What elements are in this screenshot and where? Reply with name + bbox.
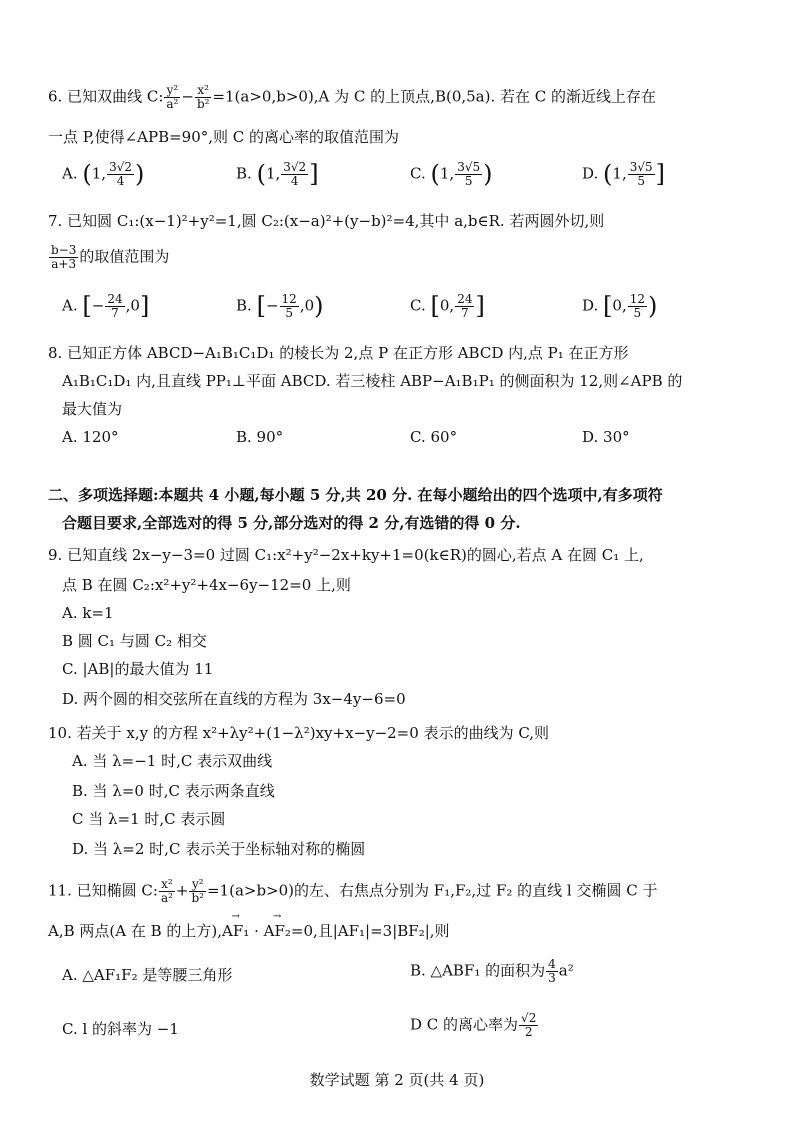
q6-option-d: D. (1, $\frac{3√5}{5}$ ] xyxy=(582,159,666,188)
q9-option-d: D. 两个圆的相交弦所在直线的方程为 3x−4y−6=0 xyxy=(62,690,406,708)
q8-option-d: D. 30° xyxy=(582,428,630,446)
q7-option-a: A. [− $\frac{24}{7}$ ,0] xyxy=(62,291,150,320)
q10-option-c: C 当 λ=1 时,C 表示圆 xyxy=(72,810,226,828)
q8-option-c: C. 60° xyxy=(410,428,458,446)
q11-line2: A,B 两点(A 在 B 的上方),→ AF₁ · → AF₂=0,且|AF₁|=3|BF₂|,则 xyxy=(48,922,450,940)
q6-line2: 一点 P,使得∠APB=90°,则 C 的离心率的取值范围为 xyxy=(48,128,400,146)
q8-option-a: A. 120° xyxy=(62,428,119,446)
q9-option-c: C. |AB|的最大值为 11 xyxy=(62,660,214,678)
q9-option-b: B 圆 C₁ 与圆 C₂ 相交 xyxy=(62,632,207,650)
q6-option-b: B. (1, $\frac{3√2}{4}$ ] xyxy=(236,159,319,188)
q8-line3: 最大值为 xyxy=(62,400,123,418)
page-footer: 数学试题 第 2 页(共 4 页) xyxy=(309,1071,485,1089)
q11-fraction-y2-b2: $\frac{\text{y²}}{\text{b²}}$ xyxy=(191,877,204,906)
q7-line1: 7. 已知圆 C₁:(x−1)²+y²=1,圆 C₂:(x−a)²+(y−b)²=4,其中 a,b∈R. 若两圆外切,则 xyxy=(48,212,605,230)
q6-option-a: A. (1, $\frac{3√2}{4}$ ) xyxy=(62,159,145,188)
q10-option-d: D. 当 λ=2 时,C 表示关于坐标轴对称的椭圆 xyxy=(72,840,366,858)
q7-option-d: D. [0, $\frac{12}{5}$ ) xyxy=(582,291,658,320)
q6-text-b: =1(a>0,b>0),A 为 C 的上顶点,B(0,5a). 若在 C 的渐近线上存在 xyxy=(212,87,657,106)
section2-heading-line1: 二、多项选择题:本题共 4 小题,每小题 5 分,共 20 分. 在每小题给出的四个选项中,有多项符 xyxy=(48,486,663,504)
section2-heading-line2: 合题目要求,全部选对的得 5 分,部分选对的得 2 分,有选错的得 0 分. xyxy=(62,514,521,532)
q7-option-c: C. [0, $\frac{24}{7}$ ] xyxy=(410,291,485,320)
vector-af2: → AF₂ xyxy=(264,922,291,940)
q11-option-c: C. l 的斜率为 −1 xyxy=(62,1020,179,1038)
q9-option-a: A. k=1 xyxy=(62,604,114,622)
q10-line1: 10. 若关于 x,y 的方程 x²+λy²+(1−λ²)xy+x−y−2=0 表示的曲线为 C,则 xyxy=(48,724,550,742)
q7-fraction: $\frac{b-3}{a+3}$ xyxy=(51,243,77,272)
q6-option-c: C. (1, $\frac{3√5}{5}$ ) xyxy=(410,159,493,188)
q11-option-d: D C 的离心率为 $\frac{√2}{2}$ xyxy=(410,1011,537,1040)
q8-option-b: B. 90° xyxy=(236,428,284,446)
q9-line2: 点 B 在圆 C₂:x²+y²+4x−6y−12=0 上,则 xyxy=(62,576,351,594)
q10-option-a: A. 当 λ=−1 时,C 表示双曲线 xyxy=(72,752,273,770)
q6-fraction-y2-a2: $\frac{\text{y²}}{\text{a²}}$ xyxy=(166,83,179,112)
q8-line2: A₁B₁C₁D₁ 内,且直线 PP₁⊥平面 ABCD. 若三棱柱 ABP−A₁B₁P₁ 的侧面积为 12,则∠APB 的 xyxy=(62,372,683,390)
q11-fraction-x2-a2: $\frac{\text{x²}}{\text{a²}}$ xyxy=(160,877,173,906)
q11-option-b: B. △ABF₁ 的面积为 $\frac{4}{3}$ a² xyxy=(410,957,574,986)
q10-option-b: B. 当 λ=0 时,C 表示两条直线 xyxy=(72,782,275,800)
q6-fraction-x2-b2: $\frac{\text{x²}}{\text{b²}}$ xyxy=(196,83,210,112)
q9-line1: 9. 已知直线 2x−y−3=0 过圆 C₁:x²+y²−2x+ky+1=0(k∈R)的圆心,若点 A 在圆 C₁ 上, xyxy=(48,546,644,564)
q11-line1: 11. 已知椭圆 C: $\frac{\text{x²}}{\text{a²}}$ + $\frac{\text{y²}}{\text{b²}}$ =1(a>b>0)的左、右焦点分别为 F₁,F₂,过 F₂ 的直线 l 交椭圆 C 于 xyxy=(48,877,658,906)
q11-option-a: A. △AF₁F₂ 是等腰三角形 xyxy=(62,966,233,984)
q6-line1: 6. 已知双曲线 C: $\frac{\text{y²}}{\text{a²}}$ − $\frac{\text{x²}}{\text{b²}}$ =1(a>0,b>0),A 为 C 的上顶点,B(0,5a). 若在 C 的渐近线上存在 xyxy=(48,83,657,112)
q7-option-b: B. [− $\frac{12}{5}$ ,0) xyxy=(236,291,324,320)
q7-line2: $\frac{b-3}{a+3}$ 的取值范围为 xyxy=(51,243,170,272)
q6-text-a: 6. 已知双曲线 C: xyxy=(48,87,164,106)
q8-line1: 8. 已知正方体 ABCD−A₁B₁C₁D₁ 的棱长为 2,点 P 在正方形 ABCD 内,点 P₁ 在正方形 xyxy=(48,344,629,362)
vector-af1: → AF₁ xyxy=(222,922,249,940)
